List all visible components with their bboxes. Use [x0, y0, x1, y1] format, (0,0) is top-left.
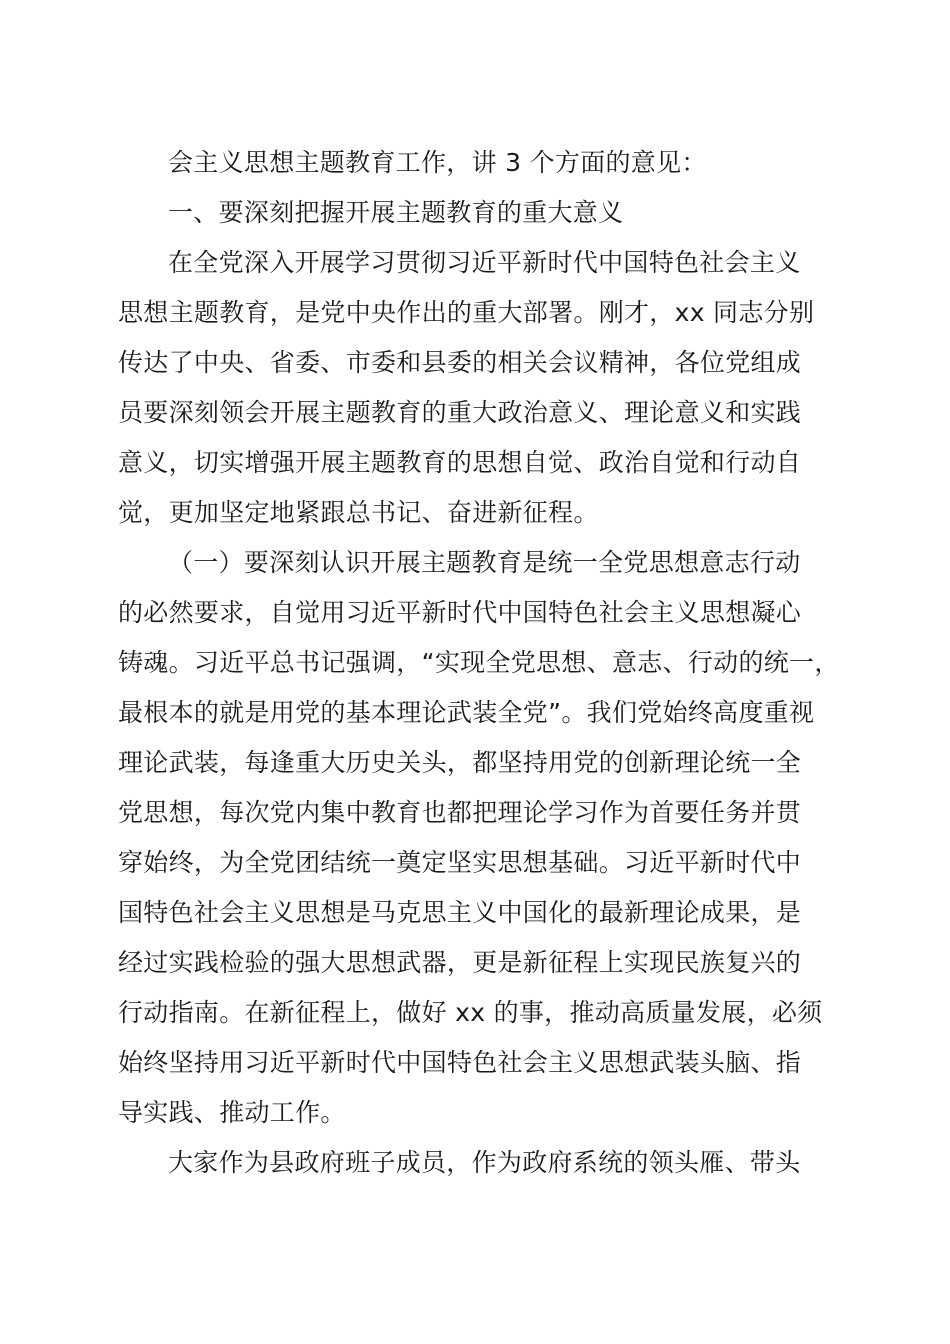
- text-line: 国特色社会主义思想是马克思主义中国化的最新理论成果，是: [118, 898, 802, 927]
- text-line: 始终坚持用习近平新时代中国特色社会主义思想武装头脑、指: [118, 1048, 802, 1077]
- document-body: [118, 138, 840, 1188]
- text-line: 思想主题教育，是党中央作出的重大部署。刚才，xx 同志分别: [118, 298, 815, 327]
- text-line: 会主义思想主题教育工作，讲 3 个方面的意见：: [168, 148, 707, 177]
- text-line: 最根本的就是用党的基本理论武装全党”。我们党始终高度重视: [118, 698, 815, 727]
- text-line: 传达了中央、省委、市委和县委的相关会议精神，各位党组成: [118, 348, 802, 377]
- text-line: 觉，更加坚定地紧跟总书记、奋进新征程。: [118, 498, 599, 527]
- text-line: 导实践、推动工作。: [118, 1098, 346, 1127]
- text-line: 理论武装，每逢重大历史关头，都坚持用党的创新理论统一全: [118, 748, 802, 777]
- section-heading: 一、要深刻把握开展主题教育的重大意义: [168, 198, 624, 227]
- text-line: 意义，切实增强开展主题教育的思想自觉、政治自觉和行动自: [118, 448, 802, 477]
- text-line: 行动指南。在新征程上，做好 xx 的事，推动高质量发展，必须: [118, 998, 823, 1027]
- text-line: 铸魂。习近平总书记强调，“实现全党思想、意志、行动的统一，: [118, 648, 840, 677]
- text-line: 员要深刻领会开展主题教育的重大政治意义、理论意义和实践: [118, 398, 802, 427]
- subsection-heading: （一）要深刻认识开展主题教育是统一全党思想意志行动: [168, 548, 801, 577]
- text-line: 的必然要求，自觉用习近平新时代中国特色社会主义思想凝心: [118, 598, 802, 627]
- text-line: 经过实践检验的强大思想武器，更是新征程上实现民族复兴的: [118, 948, 802, 977]
- text-line: 大家作为县政府班子成员，作为政府系统的领头雁、带头: [168, 1148, 801, 1177]
- text-line: 穿始终，为全党团结统一奠定坚实思想基础。习近平新时代中: [118, 848, 802, 877]
- text-line: 党思想，每次党内集中教育也都把理论学习作为首要任务并贯: [118, 798, 802, 827]
- text-line: 在全党深入开展学习贯彻习近平新时代中国特色社会主义: [168, 248, 801, 277]
